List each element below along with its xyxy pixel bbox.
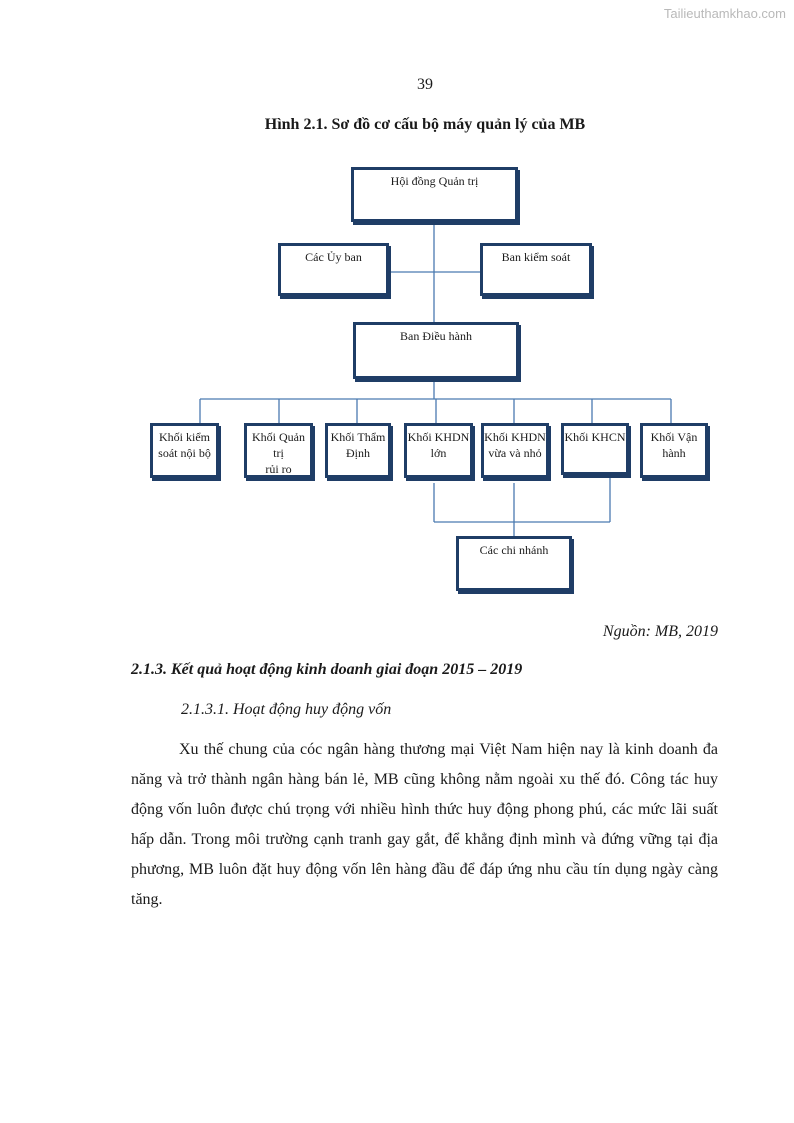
- org-node-committees-label: Các Ủy ban: [305, 250, 362, 264]
- org-node-supervisory-label: Ban kiểm soát: [501, 250, 571, 264]
- watermark: Tailieuthamkhao.com: [663, 6, 786, 21]
- figure-title: Hình 2.1. Sơ đồ cơ cấu bộ máy quản lý của MB: [264, 116, 586, 133]
- figure-source: Nguồn: MB, 2019: [602, 623, 718, 640]
- section-heading: 2.1.3. Kết quả hoạt động kinh doanh giai đoạn 2015 – 2019: [131, 661, 523, 678]
- division-label-line2: Định: [346, 446, 370, 460]
- org-node-division: [325, 423, 391, 478]
- org-node-division: [244, 423, 313, 478]
- org-node-branches-label: Các chi nhánh: [479, 543, 549, 557]
- org-node-division: [640, 423, 708, 478]
- division-label-line1: Khối Thẩm: [330, 430, 386, 444]
- division-label-line2: hành: [662, 446, 686, 460]
- division-label-line1: Khối kiểm: [159, 430, 210, 444]
- org-node-division: [561, 423, 629, 475]
- division-label-line1: Khối KHDN: [407, 430, 470, 444]
- org-node-division: [481, 423, 549, 478]
- division-label-line2: lớn: [430, 446, 447, 460]
- org-node-division: [150, 423, 219, 478]
- division-label-line1: Khối Quản trị: [252, 430, 305, 460]
- org-node-branches: [456, 536, 572, 591]
- subsection-heading: 2.1.3.1. Hoạt động huy động vốn: [181, 701, 392, 718]
- division-label-line1: Khối KHDN: [484, 430, 546, 444]
- org-node-division: [404, 423, 473, 478]
- division-label-line2: vừa và nhỏ: [488, 446, 542, 460]
- division-label-line1: Khối Vận: [650, 430, 698, 444]
- division-label-line1: Khối KHCN: [564, 430, 626, 444]
- org-node-board: [351, 167, 518, 222]
- body-paragraph: Xu thế chung của cóc ngân hàng thương mại Việt Nam hiện nay là kinh doanh đa năng và trở thành ngân hàng bán lẻ, MB cũng không nằm ngoài xu thế đó. Công tác huy động vốn luôn được chú trọng với nhiều hình thức huy động phong phú, các mức lãi suất hấp dẫn. Trong môi trường cạnh tranh gay gắt, để khẳng định mình và đứng vững tại địa phương, MB luôn đặt huy động vốn lên hàng đầu để đáp ứng nhu cầu tín dụng ngày càng tăng.: [131, 741, 718, 908]
- division-label-line2: rủi ro: [265, 462, 292, 476]
- division-label-line2: soát nội bộ: [158, 446, 211, 460]
- org-node-board-label: Hội đồng Quản trị: [390, 174, 479, 188]
- org-node-supervisory: [480, 243, 592, 296]
- org-node-executive-label: Ban Điều hành: [400, 329, 472, 343]
- page-number: 39: [417, 76, 433, 93]
- org-node-committees: [278, 243, 389, 296]
- connector-lines: [200, 222, 671, 536]
- org-node-executive: [353, 322, 519, 379]
